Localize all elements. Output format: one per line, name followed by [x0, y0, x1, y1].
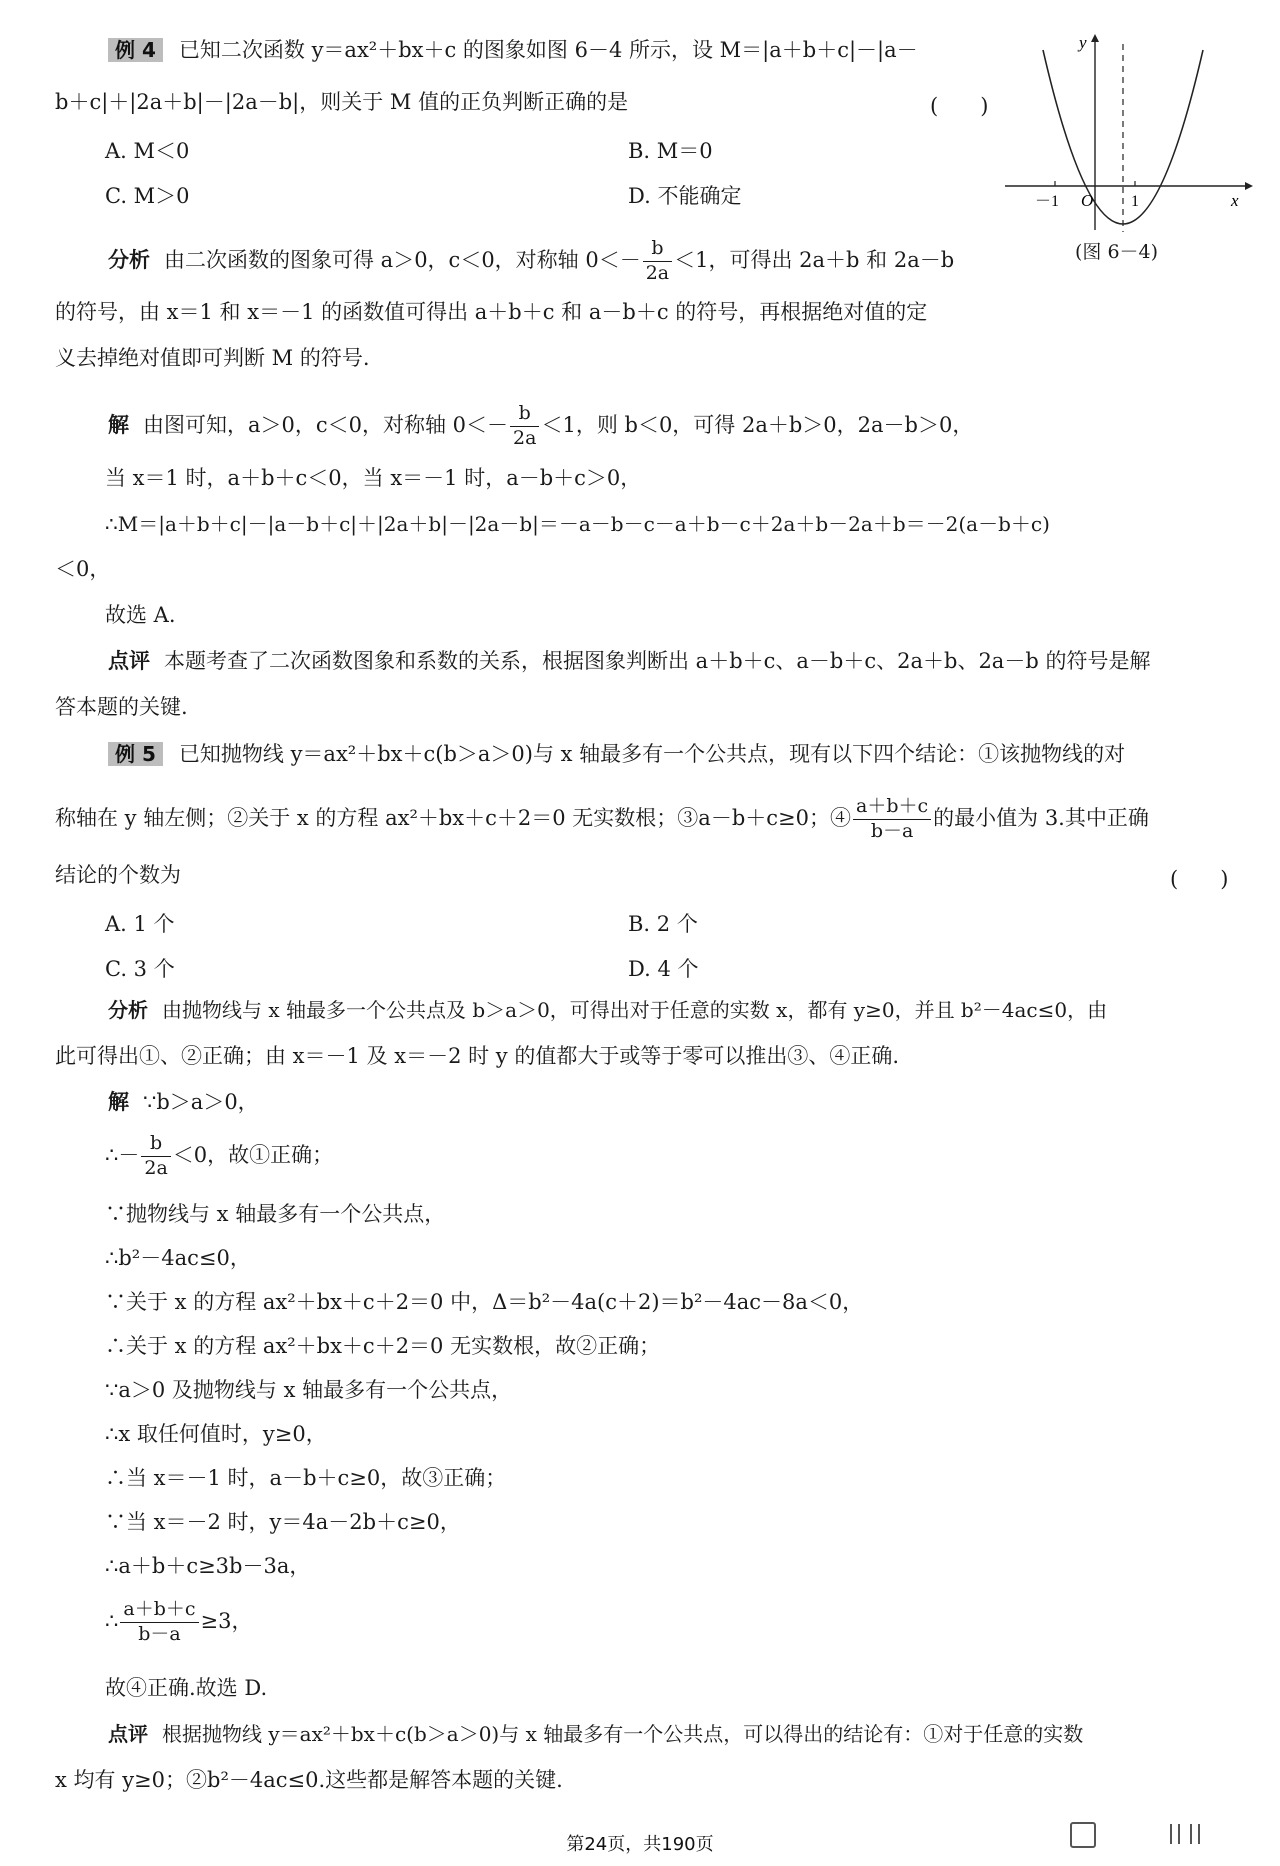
ex5-option-b: B. 2 个 [628, 912, 698, 936]
ex5-s12-pre: ∴ [105, 1608, 119, 1633]
frac-denominator: 2a [513, 426, 537, 449]
ex5-s2-post: ＜0，故①正确； [172, 1142, 334, 1167]
ex5-solution-line12 [105, 1598, 252, 1647]
ex4-solution-fraction [510, 402, 539, 451]
ex5-solution-line6: ∴关于 x 的方程 ax²＋bx＋c＋2＝0 无实数根，故②正确； [105, 1334, 661, 1358]
frac-numerator: b [643, 237, 672, 262]
ex4-solution-line4: ＜0， [55, 557, 111, 581]
ex5-s1-text: ∵b＞a＞0， [143, 1090, 259, 1114]
ex4-tag: 例 4 [108, 38, 163, 62]
ex5-q2-text: 称轴在 y 轴左侧；②关于 x 的方程 ax²＋bx＋c＋2＝0 无实数根；③a－b＋c≥0；④ [55, 805, 851, 830]
frac-numerator: b [510, 402, 539, 427]
ex5-review1-text: 根据抛物线 y＝ax²＋bx＋c(b＞a＞0)与 x 轴最多有一个公共点，可以得出的结论有：①对于任意的实数 [162, 1722, 1084, 1746]
ex5-option-d: D. 4 个 [628, 957, 699, 981]
ex4-option-b: B. M＝0 [628, 139, 713, 163]
ex5-solution-fraction2 [120, 1598, 198, 1647]
ex5-solution-line10: ∵当 x＝－2 时，y＝4a－2b＋c≥0， [105, 1510, 461, 1534]
ex5-analysis1-text: 由抛物线与 x 轴最多一个公共点及 b＞a＞0，可得出对于任意的实数 x，都有 y≥0，并且 b²－4ac≤0，由 [162, 998, 1108, 1022]
ex5-analysis-line1 [108, 998, 1107, 1022]
ex4-review1-text: 本题考查了二次函数图象和系数的关系，根据图象判断出 a＋b＋c、a－b＋c、2a＋b、2a－b 的符号是解 [164, 649, 1151, 673]
ex5-solution-fraction [141, 1132, 170, 1181]
ex5-solution-line8: ∴x 取任何值时，y≥0， [105, 1422, 327, 1446]
ex5-s2-pre: ∴－ [105, 1142, 140, 1167]
x-axis-label: x [1231, 191, 1239, 210]
ex5-solution-label: 解 [108, 1090, 129, 1114]
frac-numerator: a＋b＋c [853, 795, 931, 820]
ex4-review-line2: 答本题的关键. [55, 695, 188, 719]
ex4-q1-text: 已知二次函数 y＝ax²＋bx＋c 的图象如图 6－4 所示，设 M＝|a＋b＋c|－|a－ [178, 38, 918, 62]
ex4-analysis-fraction [643, 237, 672, 286]
ex5-review-label: 点评 [108, 1722, 148, 1746]
ex4-solution-label: 解 [108, 412, 129, 437]
frac-numerator: a＋b＋c [120, 1598, 198, 1623]
parabola-figure [1005, 30, 1255, 240]
ex5-analysis-label: 分析 [108, 998, 148, 1022]
ex4-solution-line3: ∴M＝|a＋b＋c|－|a－b＋c|＋|2a＋b|－|2a－b|＝－a－b－c－a＋b－c＋2a＋b－2a＋b＝－2(a－b＋c) [105, 512, 1050, 536]
ex5-solution-line2 [105, 1132, 333, 1181]
ex4-question-line1 [108, 38, 918, 63]
ex5-tag: 例 5 [108, 742, 163, 766]
ex5-analysis-line2: 此可得出①、②正确；由 x＝－1 及 x＝－2 时 y 的值都大于或等于零可以推出③、④正确. [55, 1044, 899, 1068]
page-footer: 第24页，共190页 [566, 1834, 714, 1855]
ex5-solution-line1 [108, 1090, 259, 1115]
ex5-solution-line4: ∴b²－4ac≤0， [105, 1246, 251, 1270]
figure-caption: (图 6－4) [1075, 241, 1159, 263]
ex5-question-line3: 结论的个数为 [55, 863, 181, 887]
ex4-analysis-label: 分析 [108, 247, 150, 272]
ex4-analysis-line1 [108, 237, 954, 286]
y-axis-label: y [1079, 33, 1087, 52]
ex5-solution-line9: ∴当 x＝－1 时，a－b＋c≥0，故③正确； [105, 1466, 507, 1490]
frac-denominator: 2a [645, 261, 670, 284]
ex5-q1-text: 已知抛物线 y＝ax²＋bx＋c(b＞a＞0)与 x 轴最多有一个公共点，现有以下四个结论：①该抛物线的对 [178, 742, 1126, 766]
frac-numerator: b [141, 1132, 170, 1157]
x-axis-arrow [1245, 182, 1253, 190]
ex5-q2-tail: 的最小值为 3.其中正确 [933, 805, 1149, 830]
ex4-option-c: C. M＞0 [105, 184, 190, 208]
ex4-answer-paren: ( ) [930, 94, 989, 118]
ex4-question-line2: b＋c|＋|2a＋b|－|2a－b|，则关于 M 值的正负判断正确的是 [55, 90, 629, 114]
frac-denominator: b－a [870, 819, 914, 842]
ex5-solution-line3: ∵抛物线与 x 轴最多有一个公共点， [105, 1202, 446, 1226]
frac-denominator: b－a [138, 1622, 181, 1645]
ex4-analysis1-tail: ＜1，可得出 2a＋b 和 2a－b [674, 247, 955, 272]
frac-denominator: 2a [144, 1156, 168, 1179]
ex4-analysis1-text: 由二次函数的图象可得 a＞0，c＜0，对称轴 0＜－ [164, 247, 641, 272]
tick-neg1-label: －1 [1035, 193, 1060, 210]
ex5-s12-post: ≥3， [200, 1608, 253, 1633]
ex5-question-line2 [55, 795, 1149, 844]
ex4-analysis-line2: 的符号，由 x＝1 和 x＝－1 的函数值可得出 a＋b＋c 和 a－b＋c 的符号，再根据绝对值的定 [55, 300, 928, 324]
ex4-option-a: A. M＜0 [105, 139, 190, 163]
ex4-option-d: D. 不能确定 [628, 184, 742, 208]
ex4-sol1-tail: ＜1，则 b＜0，可得 2a＋b＞0，2a－b＞0， [541, 412, 974, 437]
ex5-solution-line5: ∵关于 x 的方程 ax²＋bx＋c＋2＝0 中，Δ＝b²－4a(c＋2)＝b²－4ac－8a＜0， [105, 1290, 864, 1314]
ex4-review-line1 [108, 649, 1150, 674]
ex5-review-line2: x 均有 y≥0；②b²－4ac≤0.这些都是解答本题的关键. [55, 1768, 563, 1792]
ex5-answer-paren: ( ) [1170, 867, 1229, 891]
ex5-question-line1 [108, 742, 1125, 767]
ex5-option-a: A. 1 个 [105, 912, 175, 936]
ex5-review-line1 [108, 1722, 1083, 1746]
ex5-solution-line13: 故④正确.故选 D. [105, 1676, 268, 1700]
origin-label: O [1081, 191, 1094, 210]
ex5-solution-line7: ∵a＞0 及抛物线与 x 轴最多有一个公共点， [105, 1378, 513, 1402]
ex5-solution-line11: ∴a＋b＋c≥3b－3a， [105, 1554, 311, 1578]
ex4-review-label: 点评 [108, 649, 150, 673]
y-axis-arrow [1091, 34, 1099, 42]
ex5-option-c: C. 3 个 [105, 957, 175, 981]
ex4-solution-line1 [108, 402, 973, 451]
tick-1-label: 1 [1131, 193, 1139, 210]
ex5-question-fraction [853, 795, 931, 844]
ex4-sol1-text: 由图可知，a＞0，c＜0，对称轴 0＜－ [143, 412, 509, 437]
ex4-solution-line2: 当 x＝1 时，a＋b＋c＜0，当 x＝－1 时，a－b＋c＞0， [105, 466, 642, 490]
ex4-solution-line5: 故选 A. [105, 603, 176, 627]
ex4-analysis-line3: 义去掉绝对值即可判断 M 的符号. [55, 346, 370, 370]
